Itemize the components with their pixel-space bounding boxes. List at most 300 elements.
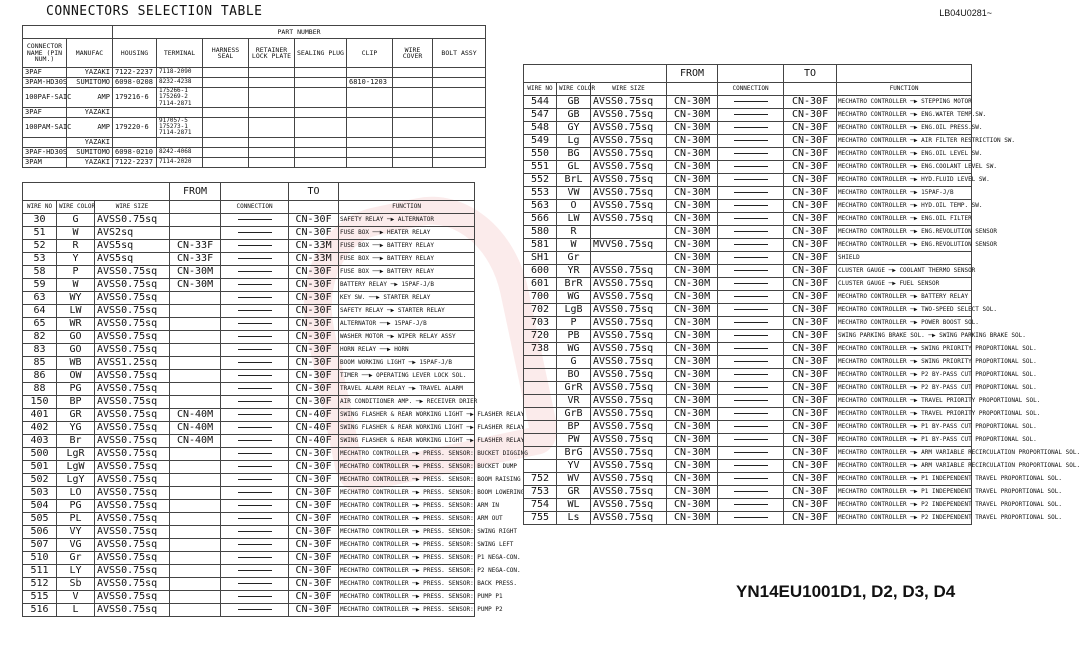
connection-line <box>238 245 272 246</box>
connection-line <box>238 258 272 259</box>
connector-cell <box>295 107 347 117</box>
wire-size: AVSS0.75sq <box>95 578 170 591</box>
from-connector: CN-30M <box>667 187 718 200</box>
wire-size: AVSS0.75sq <box>95 279 170 292</box>
function-spacer <box>837 65 972 83</box>
to-subheader <box>289 201 339 214</box>
connection-cell <box>718 512 784 525</box>
connection-line <box>734 348 768 349</box>
wire-size: AVSS0.75sq <box>591 278 667 291</box>
connector-row <box>23 88 486 108</box>
wire-row <box>524 291 972 304</box>
wire-size: AVSS0.75sq <box>591 395 667 408</box>
from-connector: CN-30M <box>667 174 718 187</box>
wire-row <box>23 487 475 500</box>
wire-row <box>524 265 972 278</box>
wire-number: 755 <box>524 512 557 525</box>
connector-column-header: BOLT ASSY <box>433 39 486 68</box>
wire-color: GB <box>557 109 591 122</box>
to-connector: CN-30F <box>784 278 837 291</box>
connection-cell <box>718 473 784 486</box>
connector-cell <box>295 117 347 137</box>
connector-cell: 179216-6 <box>113 88 157 108</box>
connection-cell <box>718 382 784 395</box>
wire-number: 65 <box>23 318 57 331</box>
connection-cell <box>221 474 289 487</box>
wire-number <box>524 369 557 382</box>
wire-row <box>23 565 475 578</box>
connection-cell <box>221 214 289 227</box>
wire-function: FUSE BOX ──▶ BATTERY RELAY <box>339 253 475 266</box>
wire-row <box>23 422 475 435</box>
wire-size: AVSS0.75sq <box>591 187 667 200</box>
connector-column-header: HOUSING <box>113 39 157 68</box>
wire-size: AVSS0.75sq <box>95 305 170 318</box>
connector-cell <box>157 137 203 147</box>
wire-color: BrL <box>557 174 591 187</box>
wire-function: FUSE BOX ──▶ HEATER RELAY <box>339 227 475 240</box>
connector-row <box>23 68 486 78</box>
wire-size: AVSS0.75sq <box>95 565 170 578</box>
wire-size: AVSS0.75sq <box>95 604 170 617</box>
connector-cell <box>249 88 295 108</box>
to-connector: CN-30F <box>784 382 837 395</box>
to-connector: CN-40F <box>289 409 339 422</box>
wire-number: 754 <box>524 499 557 512</box>
to-connector: CN-30F <box>289 292 339 305</box>
wire-color: GrB <box>557 408 591 421</box>
connection-line <box>238 336 272 337</box>
connector-cell: 3PAF <box>23 107 67 117</box>
connector-cell <box>249 117 295 137</box>
connection-line <box>238 583 272 584</box>
wire-header-spacer <box>524 65 667 83</box>
connector-cell: YAZAKI <box>67 157 113 167</box>
connector-cell <box>113 107 157 117</box>
connector-cell: SUMITOMO <box>67 78 113 88</box>
connector-cell: 7118-2090 <box>157 68 203 78</box>
to-connector: CN-30F <box>289 318 339 331</box>
to-connector: CN-30F <box>289 526 339 539</box>
connection-cell <box>221 552 289 565</box>
wire-color: BP <box>57 396 95 409</box>
wire-function: MECHATRO CONTROLLER ─▶ PRESS. SENSOR: ARM IN <box>339 500 475 513</box>
from-connector <box>170 305 221 318</box>
wire-size: AVSS0.75sq <box>591 317 667 330</box>
connection-line <box>238 232 272 233</box>
connector-cell: YAZAKI <box>67 68 113 78</box>
connector-cell <box>295 157 347 167</box>
wire-function: MECHATRO CONTROLLER ─▶ PRESS. SENSOR: P2 NEGA-CON. <box>339 565 475 578</box>
wire-color: WL <box>557 499 591 512</box>
wire-color: BG <box>557 148 591 161</box>
wire-color: W <box>557 239 591 252</box>
from-connector: CN-33F <box>170 253 221 266</box>
wire-function: MECHATRO CONTROLLER ─▶ P2 BY-PASS CUT PROPORTIONAL SOL. <box>837 382 972 395</box>
connection-cell <box>221 539 289 552</box>
connection-line <box>238 531 272 532</box>
connection-line <box>734 114 768 115</box>
to-header: TO <box>289 183 339 201</box>
connector-cell <box>433 78 486 88</box>
wire-color: V <box>57 591 95 604</box>
connection-cell <box>221 591 289 604</box>
wire-color: R <box>557 226 591 239</box>
from-connector: CN-30M <box>667 434 718 447</box>
wire-color-header: WIRE COLOR <box>57 201 95 214</box>
connector-row <box>23 137 486 147</box>
to-connector: CN-33M <box>289 240 339 253</box>
wire-size: AVSS0.75sq <box>95 487 170 500</box>
wire-row <box>524 174 972 187</box>
wire-size: AVSS0.75sq <box>95 526 170 539</box>
wire-row <box>524 252 972 265</box>
wire-row <box>23 344 475 357</box>
connector-cell <box>347 88 393 108</box>
wire-table-left <box>22 182 528 617</box>
wire-number: 501 <box>23 461 57 474</box>
from-connector: CN-40M <box>170 422 221 435</box>
from-connector: CN-30M <box>667 265 718 278</box>
from-connector: CN-30M <box>667 317 718 330</box>
connection-cell <box>718 434 784 447</box>
to-connector: CN-30F <box>784 304 837 317</box>
connection-cell <box>718 278 784 291</box>
wire-size: AVS5sq <box>95 253 170 266</box>
connector-cell <box>157 107 203 117</box>
wire-color-header: WIRE COLOR <box>557 83 591 96</box>
wire-color: LgW <box>57 461 95 474</box>
connector-column-header: WIRE COVER <box>393 39 433 68</box>
connector-cell: 6810-1203 <box>347 78 393 88</box>
to-connector: CN-33M <box>289 253 339 266</box>
from-connector: CN-30M <box>667 408 718 421</box>
wire-row <box>23 331 475 344</box>
wire-number: 150 <box>23 396 57 409</box>
connector-column-header: CLIP <box>347 39 393 68</box>
wire-number: 753 <box>524 486 557 499</box>
connection-line <box>734 296 768 297</box>
wire-size: AVSS0.75sq <box>591 265 667 278</box>
connection-cell <box>221 318 289 331</box>
wire-color: LW <box>557 213 591 226</box>
wire-function: MECHATRO CONTROLLER ─▶ PRESS. SENSOR: BOOM LOWERING <box>339 487 475 500</box>
wire-row <box>524 187 972 200</box>
connection-cell <box>718 161 784 174</box>
wire-row <box>23 240 475 253</box>
connection-line <box>238 323 272 324</box>
from-connector <box>170 448 221 461</box>
connection-line <box>734 127 768 128</box>
connection-line <box>734 101 768 102</box>
connector-cell <box>433 88 486 108</box>
wire-size: AVSS0.75sq <box>591 148 667 161</box>
wire-function: MECHATRO CONTROLLER ─▶ HYD.FLUID LEVEL SW. <box>837 174 972 187</box>
wire-row <box>524 447 972 460</box>
to-connector: CN-30F <box>289 214 339 227</box>
wire-size: AVSS0.75sq <box>591 291 667 304</box>
connection-line <box>238 453 272 454</box>
wire-size: AVSS0.75sq <box>591 486 667 499</box>
wire-color: WR <box>57 318 95 331</box>
wire-number: 581 <box>524 239 557 252</box>
connector-cell <box>347 137 393 147</box>
from-header: FROM <box>170 183 221 201</box>
wire-number: 52 <box>23 240 57 253</box>
wire-color: PW <box>557 434 591 447</box>
wire-function: MECHATRO CONTROLLER ─▶ PRESS. SENSOR: PUMP P1 <box>339 591 475 604</box>
wire-function: MECHATRO CONTROLLER ─▶ 15PAF-J/B <box>837 187 972 200</box>
wire-number: 59 <box>23 279 57 292</box>
from-connector: CN-30M <box>667 109 718 122</box>
wire-row <box>23 500 475 513</box>
connection-line <box>734 244 768 245</box>
connector-cell <box>23 137 67 147</box>
connection-line <box>238 388 272 389</box>
connection-cell <box>718 239 784 252</box>
from-connector <box>170 604 221 617</box>
wire-color: GO <box>57 344 95 357</box>
connector-cell <box>295 78 347 88</box>
wire-function: CLUSTER GAUGE ─▶ COOLANT THERMO SENSOR <box>837 265 972 278</box>
connection-cell <box>718 96 784 109</box>
wire-row <box>23 357 475 370</box>
wire-size: AVSS0.75sq <box>591 356 667 369</box>
wire-function: MECHATRO CONTROLLER ─▶ SWING PRIORITY PROPORTIONAL SOL. <box>837 343 972 356</box>
wire-function: MECHATRO CONTROLLER ─▶ ENG.OIL PRESS.SW. <box>837 122 972 135</box>
wire-function: MECHATRO CONTROLLER ─▶ ENG.COOLANT LEVEL SW. <box>837 161 972 174</box>
wire-number: 82 <box>23 331 57 344</box>
wire-no-header: WIRE NO <box>524 83 557 96</box>
to-connector: CN-30F <box>784 161 837 174</box>
from-connector: CN-30M <box>667 486 718 499</box>
wire-size: AVSS0.75sq <box>95 435 170 448</box>
wire-number: 551 <box>524 161 557 174</box>
wire-color: YV <box>557 460 591 473</box>
from-connector: CN-30M <box>667 148 718 161</box>
connection-cell <box>718 330 784 343</box>
connector-cell: 100PAF-SAIC <box>23 88 67 108</box>
wire-size-header: WIRE SIZE <box>591 83 667 96</box>
connection-line <box>238 609 272 610</box>
connector-cell: 6098-0208 <box>113 78 157 88</box>
connectors-table <box>22 25 486 168</box>
connector-cell <box>203 157 249 167</box>
connection-line <box>734 140 768 141</box>
wire-function: MECHATRO CONTROLLER ─▶ P1 INDEPENDENT TRAVEL PROPORTIONAL SOL. <box>837 486 972 499</box>
connector-cell <box>433 157 486 167</box>
connector-row <box>23 78 486 88</box>
wire-number: 506 <box>23 526 57 539</box>
to-connector: CN-30F <box>784 421 837 434</box>
wire-size: AVSS0.75sq <box>591 473 667 486</box>
connector-cell: YAZAKI <box>67 107 113 117</box>
wire-number: 83 <box>23 344 57 357</box>
connection-line <box>238 414 272 415</box>
connector-cell: 8232-4238 <box>157 78 203 88</box>
connection-cell <box>718 486 784 499</box>
wire-function: CLUSTER GAUGE ─▶ FUEL SENSOR <box>837 278 972 291</box>
connector-cell <box>295 137 347 147</box>
wire-number: 403 <box>23 435 57 448</box>
wire-number: 547 <box>524 109 557 122</box>
connection-line <box>238 401 272 402</box>
wire-row <box>23 474 475 487</box>
wire-number: 516 <box>23 604 57 617</box>
from-connector: CN-30M <box>667 369 718 382</box>
to-connector: CN-30F <box>784 512 837 525</box>
wire-size: AVSS0.75sq <box>591 135 667 148</box>
wire-row <box>524 369 972 382</box>
connection-cell <box>718 148 784 161</box>
connector-cell <box>249 157 295 167</box>
wire-row <box>524 486 972 499</box>
wire-size: AVSS0.75sq <box>95 266 170 279</box>
to-connector: CN-30F <box>784 434 837 447</box>
wire-size: AVSS0.75sq <box>591 200 667 213</box>
connection-line <box>734 270 768 271</box>
wire-function: MECHATRO CONTROLLER ─▶ ENG.OIL FILTER <box>837 213 972 226</box>
connection-cell <box>718 135 784 148</box>
connection-cell <box>221 292 289 305</box>
connection-line <box>734 335 768 336</box>
from-connector <box>170 383 221 396</box>
wire-header-spacer <box>23 183 170 201</box>
wire-function: SWING FLASHER & REAR WORKING LIGHT ─▶ FLASHER RELAY <box>339 409 475 422</box>
wire-function: AIR CONDITIONER AMP. ─▶ RECEIVER DRIER <box>339 396 475 409</box>
connector-cell <box>347 107 393 117</box>
wire-row <box>524 278 972 291</box>
wire-function: BATTERY RELAY ─▶ 15PAF-J/B <box>339 279 475 292</box>
wire-color: WG <box>557 291 591 304</box>
wire-size <box>591 226 667 239</box>
wire-row <box>524 96 972 109</box>
wire-number <box>524 434 557 447</box>
wire-number: 511 <box>23 565 57 578</box>
wire-function: MECHATRO CONTROLLER ─▶ ENG.REVOLUTION SENSOR <box>837 239 972 252</box>
connection-line <box>734 166 768 167</box>
connector-cell <box>295 68 347 78</box>
wire-color: VR <box>557 395 591 408</box>
wire-number: 401 <box>23 409 57 422</box>
from-connector <box>170 500 221 513</box>
wire-number <box>524 447 557 460</box>
connection-line <box>238 518 272 519</box>
to-header: TO <box>784 65 837 83</box>
connector-cell: 7122-2237 <box>113 157 157 167</box>
connection-cell <box>221 266 289 279</box>
connection-line <box>734 192 768 193</box>
document-reference: LB04U0281~ <box>939 8 992 18</box>
connector-cell <box>433 137 486 147</box>
wire-row <box>524 473 972 486</box>
connection-line <box>238 466 272 467</box>
connector-cell <box>203 107 249 117</box>
wire-size: AVSS0.75sq <box>95 448 170 461</box>
to-connector: CN-30F <box>289 461 339 474</box>
to-connector: CN-30F <box>289 513 339 526</box>
wire-number: 85 <box>23 357 57 370</box>
wire-size: AVSS0.75sq <box>591 408 667 421</box>
wire-function: MECHATRO CONTROLLER ─▶ PRESS. SENSOR: BUCKET DUMP <box>339 461 475 474</box>
wire-function: MECHATRO CONTROLLER ─▶ AIR FILTER RESTRICTION SW. <box>837 135 972 148</box>
to-connector: CN-30F <box>289 344 339 357</box>
connector-column-header: SEALING PLUG <box>295 39 347 68</box>
connection-cell <box>718 174 784 187</box>
wire-row <box>23 279 475 292</box>
from-connector <box>170 370 221 383</box>
connector-column-header: TERMINAL <box>157 39 203 68</box>
connection-line <box>238 440 272 441</box>
model-number: YN14EU1001D1, D2, D3, D4 <box>736 582 956 601</box>
to-connector: CN-30F <box>784 252 837 265</box>
connector-cell: 3PAM-HD30S <box>23 78 67 88</box>
to-connector: CN-30F <box>289 500 339 513</box>
from-connector <box>170 318 221 331</box>
connection-line <box>238 362 272 363</box>
from-connector <box>170 513 221 526</box>
from-connector <box>170 552 221 565</box>
wire-row <box>524 239 972 252</box>
connector-cell <box>249 68 295 78</box>
to-connector: CN-30F <box>289 565 339 578</box>
wire-function: MECHATRO CONTROLLER ─▶ P2 BY-PASS CUT PROPORTIONAL SOL. <box>837 369 972 382</box>
wire-color: PB <box>557 330 591 343</box>
wire-color: W <box>57 279 95 292</box>
connection-spacer <box>221 183 289 201</box>
connector-cell <box>393 147 433 157</box>
connection-line <box>734 205 768 206</box>
connection-spacer <box>718 65 784 83</box>
connection-cell <box>221 344 289 357</box>
to-connector: CN-30F <box>289 305 339 318</box>
connector-cell <box>295 147 347 157</box>
connector-cell: 7122-2237 <box>113 68 157 78</box>
to-connector: CN-30F <box>784 239 837 252</box>
to-connector: CN-30F <box>289 539 339 552</box>
from-connector: CN-40M <box>170 435 221 448</box>
wire-function: MECHATRO CONTROLLER ─▶ ENG.REVOLUTION SENSOR <box>837 226 972 239</box>
connector-cell: 917057-5 175273-1 7114-2871 <box>157 117 203 137</box>
wire-row <box>524 356 972 369</box>
to-connector: CN-30F <box>784 200 837 213</box>
connector-cell <box>113 137 157 147</box>
to-connector: CN-30F <box>289 370 339 383</box>
to-connector: CN-30F <box>289 487 339 500</box>
connection-line <box>734 374 768 375</box>
wire-row <box>23 409 475 422</box>
to-connector: CN-30F <box>784 135 837 148</box>
wire-size: AVSS0.75sq <box>95 344 170 357</box>
wire-number <box>524 395 557 408</box>
wire-size: AVSS0.75sq <box>95 422 170 435</box>
to-connector: CN-30F <box>289 383 339 396</box>
connection-cell <box>221 565 289 578</box>
connection-cell <box>718 304 784 317</box>
connection-line <box>238 492 272 493</box>
connector-cell <box>203 78 249 88</box>
wire-size: AVSS0.75sq <box>95 500 170 513</box>
connection-line <box>734 439 768 440</box>
wire-function: TRAVEL ALARM RELAY ─▶ TRAVEL ALARM <box>339 383 475 396</box>
connection-cell <box>221 578 289 591</box>
wire-row <box>23 318 475 331</box>
wire-row <box>524 161 972 174</box>
wire-size: AVSS0.75sq <box>591 213 667 226</box>
wire-color: P <box>57 266 95 279</box>
connection-cell <box>718 187 784 200</box>
connection-line <box>734 452 768 453</box>
